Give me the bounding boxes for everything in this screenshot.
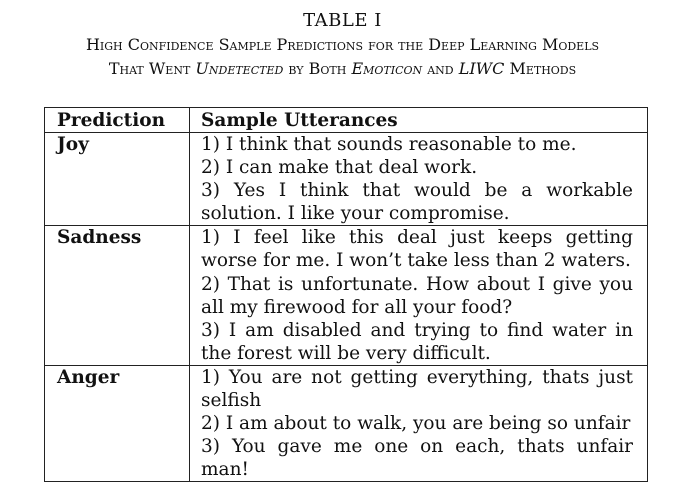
table-title-line-2 [0, 57, 685, 81]
utterance: 3) You gave me one on each, thats unfair man! [201, 436, 633, 481]
title-text: by Both [283, 59, 352, 78]
table-row [45, 365, 648, 481]
utterances-cell [190, 133, 648, 226]
title-text: Methods [504, 59, 577, 78]
table-label: TABLE I [303, 10, 382, 31]
utterance: 1) I think that sounds reasonable to me. [201, 134, 577, 155]
utterance: 3) I am disabled and trying to find water in the forest will be very difficult. [201, 319, 633, 364]
header-sample-utterances: Sample Utterances [190, 108, 648, 133]
utterance: 2) I am about to walk, you are being so unfair [201, 413, 631, 435]
title-text: That Went [108, 59, 196, 78]
utterance: 1) I feel like this deal just keeps getting worse for me. I won’t take less than 2 waters. [201, 227, 633, 272]
table-title-line-1: High Confidence Sample Predictions for the Deep Learning Models [85, 35, 600, 54]
utterances-cell [190, 365, 648, 481]
table-row [45, 133, 648, 226]
title-text: and [422, 59, 459, 78]
title-liwc: LIWC [458, 59, 505, 78]
utterance: 3) Yes I think that would be a workable solution. I like your compromise. [201, 180, 633, 225]
table-caption [0, 9, 685, 81]
table-header-row [45, 108, 648, 133]
table-row [45, 226, 648, 366]
title-undetected: Undetected [195, 59, 284, 78]
title-emoticon: Emoticon [351, 59, 423, 78]
utterance: 1) You are not getting everything, thats just selfish [201, 366, 633, 412]
prediction-sadness: Sadness [45, 226, 190, 366]
predictions-table [44, 107, 648, 482]
prediction-joy: Joy [45, 133, 190, 226]
utterances-cell [190, 226, 648, 366]
utterance: 2) I can make that deal work. [201, 157, 478, 179]
utterance: 2) That is unfortunate. How about I give you all my firewood for all your food? [201, 273, 633, 318]
header-prediction: Prediction [45, 108, 190, 133]
prediction-anger: Anger [45, 365, 190, 481]
